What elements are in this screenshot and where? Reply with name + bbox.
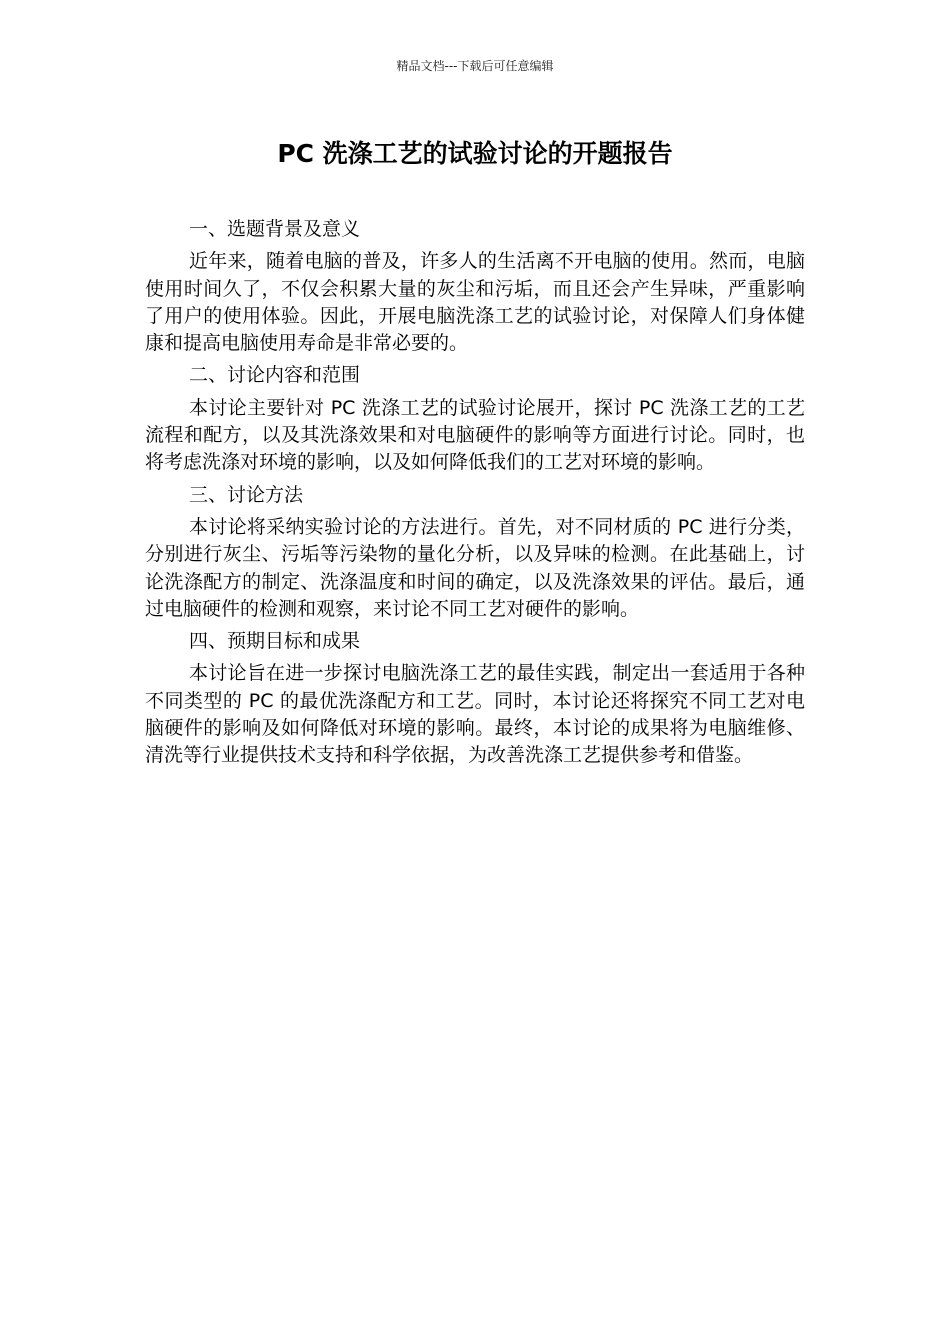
section-heading-method: 三、讨论方法 [189, 483, 304, 506]
section-heading-background: 一、选题背景及意义 [189, 218, 361, 240]
section-body-method: 本讨论将采纳实验讨论的方法进行。首先，对不同材质的 PC 进行分类，分别进行灰尘、污垢等污染物的量化分析，以及异味的检测。在此基础上，讨论洗涤配方的制定、洗涤温度和时间的确定，以及洗涤效果的评估。最后，通过电脑硬件的检测和观察，来讨论不同工艺对硬件的影响。 [145, 515, 805, 620]
section-body-goals: 本讨论旨在进一步探讨电脑洗涤工艺的最佳实践，制定出一套适用于各种不同类型的 PC 的最优洗涤配方和工艺。同时，本讨论还将探究不同工艺对电脑硬件的影响及如何降低对环境的影响。最终，本讨论的成果将为电脑维修、清洗等行业提供技术支持和科学依据，为改善洗涤工艺提供参考和借鉴。 [145, 662, 805, 767]
section-heading-scope: 二、讨论内容和范围 [189, 364, 361, 387]
document-title: PC 洗涤工艺的试验讨论的开题报告 [277, 139, 673, 168]
section-body-background: 近年来，随着电脑的普及，许多人的生活离不开电脑的使用。然而，电脑使用时间久了，不仅会积累大量的灰尘和污垢，而且还会产生异味，严重影响了用户的使用体验。因此，开展电脑洗涤工艺的试验讨论，对保障人们身体健康和提高电脑使用寿命是非常必要的。 [145, 250, 805, 355]
header-note: 精品文档---下载后可任意编辑 [396, 59, 554, 73]
section-heading-goals: 四、预期目标和成果 [189, 630, 361, 653]
section-body-scope: 本讨论主要针对 PC 洗涤工艺的试验讨论展开，探讨 PC 洗涤工艺的工艺流程和配方，以及其洗涤效果和对电脑硬件的影响等方面进行讨论。同时，也将考虑洗涤对环境的影响，以及如何降低我们的工艺对环境的影响。 [145, 396, 805, 474]
document-body [145, 216, 805, 775]
